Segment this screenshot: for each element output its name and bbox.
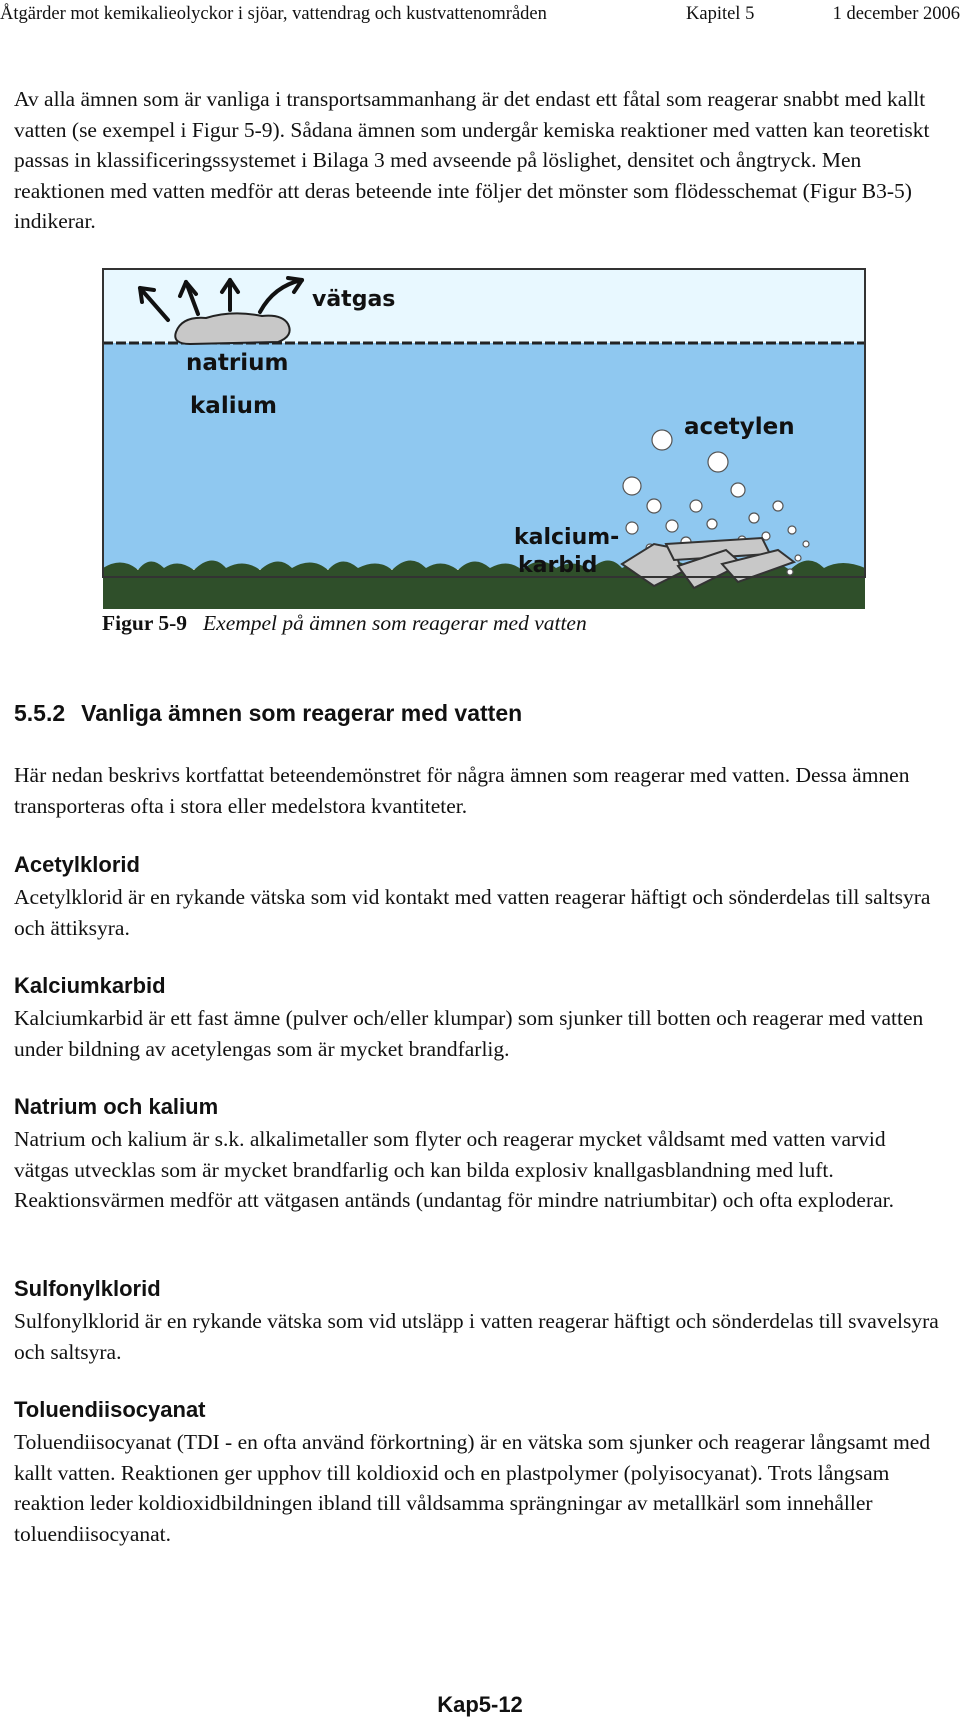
label-vatgas: vätgas: [312, 287, 396, 312]
section-title: Vanliga ämnen som reagerar med vatten: [81, 700, 523, 726]
substance-text: Acetylklorid är en rykande vätska som vid kontakt med vatten reagerar häftigt och sönderdelas till saltsyra och ättiksyra.: [14, 885, 931, 940]
substance-heading: Sulfonylklorid: [14, 1276, 161, 1301]
label-kalium: kalium: [190, 393, 277, 419]
page-header: [0, 4, 960, 30]
metal-lump: [175, 313, 289, 344]
substance-heading: Natrium och kalium: [14, 1094, 219, 1119]
substance-text: Sulfonylklorid är en rykande vätska som vid utsläpp i vatten reagerar häftigt och sönderdelas till svavelsyra och saltsyra.: [14, 1309, 939, 1364]
substance-heading: Toluendiisocyanat: [14, 1397, 206, 1422]
caption-number: Figur 5-9: [102, 611, 188, 635]
header-title: Åtgärder mot kemikalieolyckor i sjöar, vattendrag och kustvattenområden: [0, 4, 547, 24]
header-chapter: Kapitel 5: [686, 4, 755, 24]
page-number: Kap5-12: [437, 1692, 523, 1717]
figure-caption: [102, 611, 587, 636]
substance-heading: Kalciumkarbid: [14, 973, 166, 998]
substance-heading: Acetylklorid: [14, 852, 140, 877]
label-acetylen: acetylen: [684, 414, 795, 440]
label-kalciumkarbid-1: kalcium-: [514, 525, 620, 550]
label-kalciumkarbid-2: karbid: [518, 553, 598, 578]
figure-reactions-illustration: [102, 268, 866, 609]
section-intro: Här nedan beskrivs kortfattat beteendemönstret för några ämnen som reagerar med vatten. Dessa ämnen transporteras ofta i stora eller medelstora kvantiteter.: [14, 763, 910, 818]
water-area: [103, 343, 865, 569]
section-heading: [14, 700, 522, 727]
substance-text: Toluendiisocyanat (TDI - en ofta använd förkortning) är en vätska som sjunker och reagerar långsamt med kallt vatten. Reaktionen ger upphov till koldioxid och en plastpolymer (polyisocyanat). Trots långsam reaktion leder koldioxidbildningen ibland till våldsamma sprängningar av metallkärl som innehåller toluendiisocyanat.: [14, 1430, 931, 1546]
substance-text: Kalciumkarbid är ett fast ämne (pulver och/eller klumpar) som sjunker till botten och reagerar med vatten under bildning av acetylengas som är mycket brandfarlig.: [14, 1006, 924, 1061]
label-natrium: natrium: [186, 350, 289, 376]
header-date: 1 december 2006: [832, 4, 960, 24]
intro-paragraph: Av alla ämnen som är vanliga i transportsammanhang är det endast ett fåtal som reagerar snabbt med kallt vatten (se exempel i Figur 5-9). Sådana ämnen som undergår kemiska reaktioner med vatten kan teoretiskt passas in klassificeringssystemet i Bilaga 3 med avseende på löslighet, densitet och ångtryck. Men reaktionen med vatten medför att deras beteende inte följer det mönster som flödesschemat (Figur B3-5) indikerar.: [14, 87, 930, 233]
caption-text: Exempel på ämnen som reagerar med vatten: [203, 611, 587, 635]
substance-text: Natrium och kalium är s.k. alkalimetaller som flyter och reagerar mycket våldsamt med vatten varvid vätgas utvecklas som är mycket brandfarlig och kan bilda explosiv knallgasblandning med luft. Reaktionsvärmen medför att vätgasen antänds (undantag för mindre natriumbitar) och ofta exploderar.: [14, 1127, 894, 1212]
section-number: 5.5.2: [14, 700, 66, 726]
